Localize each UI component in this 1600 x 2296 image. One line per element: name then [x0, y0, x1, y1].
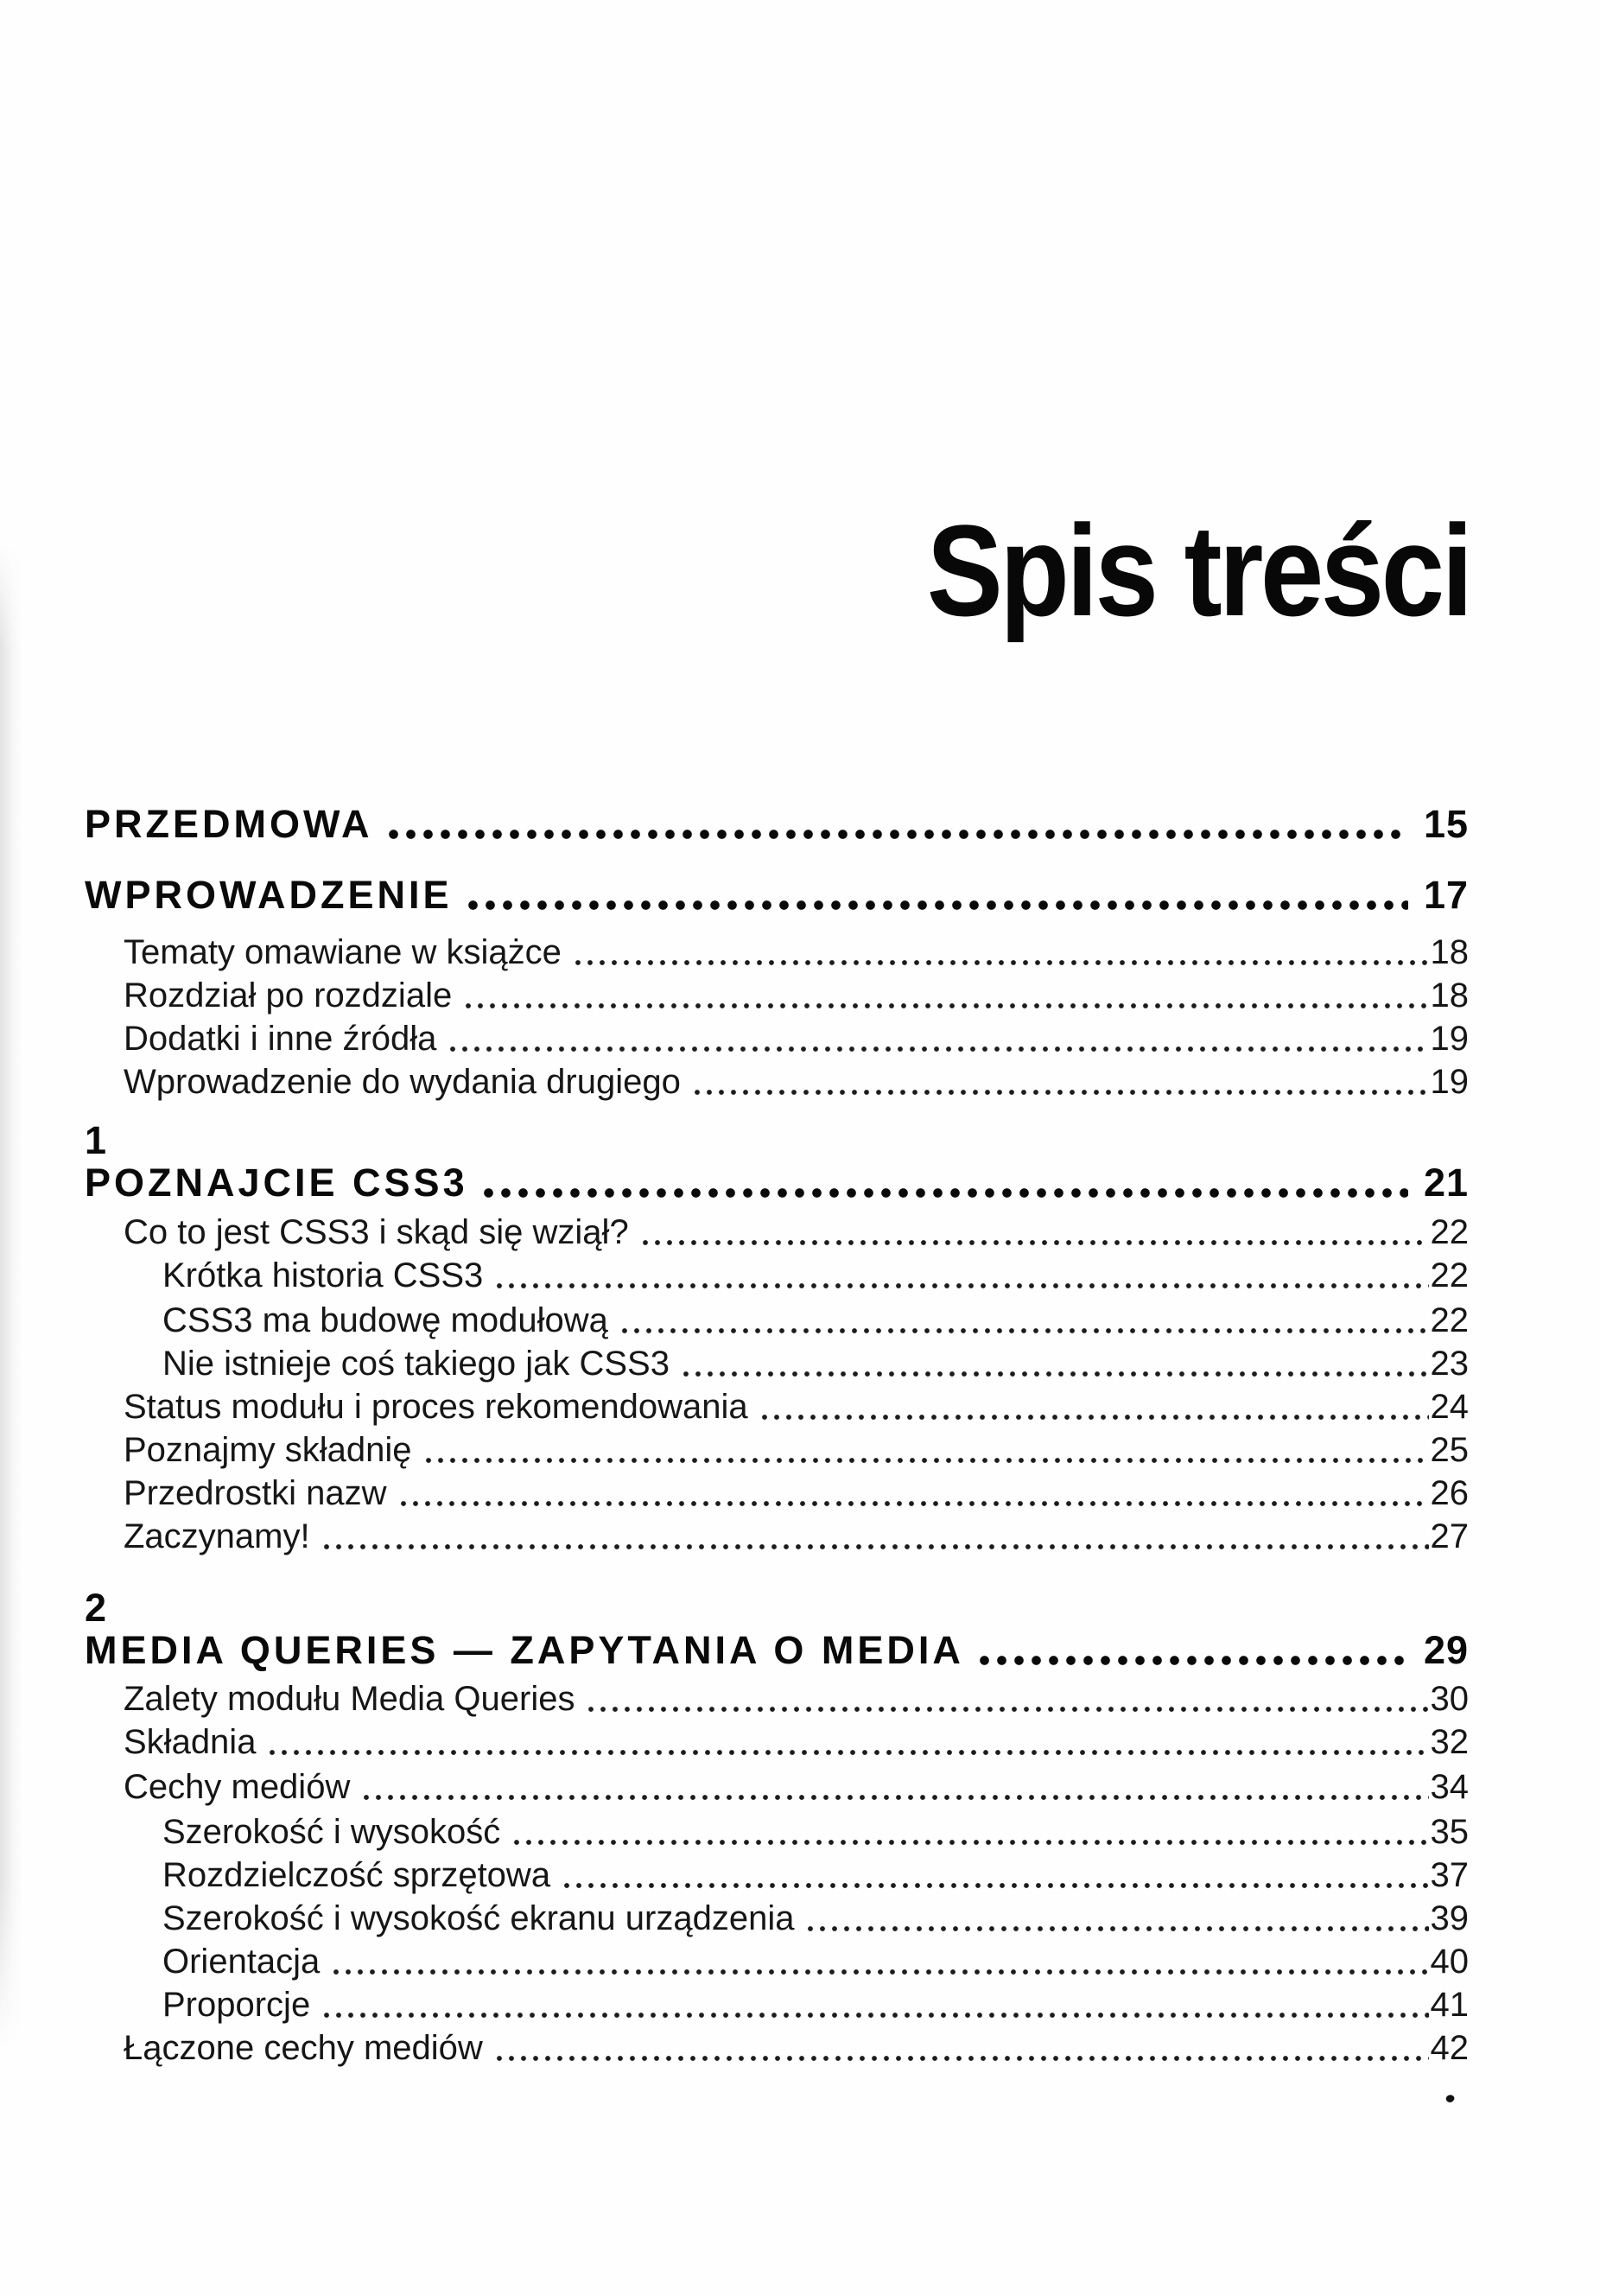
toc-entry-page: 22 — [1430, 1301, 1469, 1339]
toc-entry-label: PRZEDMOWA — [85, 802, 373, 846]
toc-entry — [85, 1299, 1469, 1342]
toc-entry — [85, 1428, 1469, 1472]
toc-entry-page: 19 — [1430, 1063, 1469, 1101]
toc-entry-page: 35 — [1430, 1813, 1469, 1851]
toc-entry — [85, 1677, 1469, 1720]
toc-chapter-entry — [85, 1161, 1469, 1205]
toc-entry-page: 21 — [1423, 1161, 1469, 1205]
toc-entry-label: Nie istnieje coś takiego jak CSS3 — [162, 1345, 670, 1383]
scan-speck — [1444, 2093, 1456, 2104]
toc-entry-page: 18 — [1430, 933, 1469, 971]
toc-entry — [85, 1060, 1469, 1103]
toc-entry-page: 17 — [1423, 873, 1469, 917]
toc-entry — [85, 2026, 1469, 2070]
toc-entry — [85, 1720, 1469, 1764]
toc-entry — [85, 1254, 1469, 1297]
toc-entry-page: 23 — [1430, 1345, 1469, 1383]
chapter-number — [85, 1588, 1469, 1628]
toc-entry — [85, 1515, 1469, 1558]
toc-entry-label: Status modułu i proces rekomendowania — [124, 1388, 748, 1426]
toc-entry-label: Składnia — [124, 1723, 257, 1761]
page-title: Spis treści — [927, 497, 1470, 643]
toc-entry-page: 19 — [1430, 1020, 1469, 1058]
toc-entry-label: Krótka historia CSS3 — [162, 1256, 484, 1294]
toc-chapter-entry — [85, 873, 1469, 918]
toc-entry — [85, 931, 1469, 974]
toc-entry-label: Poznajmy składnię — [124, 1431, 412, 1469]
toc-entry — [85, 1765, 1469, 1809]
toc-entry-page: 25 — [1430, 1431, 1469, 1469]
toc-entry-label: Przedrostki nazw — [124, 1474, 387, 1512]
toc-chapter-entry — [85, 802, 1469, 847]
toc-entry-page: 18 — [1430, 976, 1469, 1014]
toc-entry-label: Rozdzielczość sprzętowa — [162, 1856, 551, 1894]
toc-entry-page: 34 — [1430, 1768, 1469, 1806]
toc-entry-label: Szerokość i wysokość ekranu urządzenia — [162, 1899, 795, 1937]
toc-entry-label: Szerokość i wysokość — [162, 1813, 501, 1851]
toc-entry-label: Tematy omawiane w książce — [124, 933, 562, 971]
toc-entry-page: 30 — [1430, 1680, 1469, 1718]
toc-entry — [85, 1385, 1469, 1428]
toc-entry-page: 40 — [1430, 1943, 1469, 1981]
toc-entry — [85, 1017, 1469, 1060]
toc-entry — [85, 1810, 1469, 1854]
chapter-number-label: 2 — [85, 1586, 107, 1630]
toc-entry-page: 42 — [1430, 2029, 1469, 2067]
toc-entry-page: 29 — [1423, 1628, 1469, 1672]
chapter-number-label: 1 — [85, 1118, 107, 1162]
toc-entry-label: Proporcje — [162, 1986, 311, 2024]
toc-entry-label: POZNAJCIE CSS3 — [85, 1161, 468, 1205]
toc-entry-page: 24 — [1430, 1388, 1469, 1426]
toc-entry-label: Zalety modułu Media Queries — [124, 1680, 575, 1718]
toc-entry — [85, 1897, 1469, 1940]
toc-entry-page: 32 — [1430, 1723, 1469, 1761]
toc-entry-label: Orientacja — [162, 1943, 321, 1981]
toc-entry-page: 15 — [1423, 802, 1469, 846]
toc-entry — [85, 1983, 1469, 2026]
toc-entry-label: WPROWADZENIE — [85, 873, 453, 917]
toc-entry-label: Co to jest CSS3 i skąd się wziął? — [124, 1213, 629, 1251]
table-of-contents — [85, 802, 1469, 2070]
toc-entry — [85, 1940, 1469, 1983]
toc-entry-label: Cechy mediów — [124, 1768, 351, 1806]
toc-entry-page: 27 — [1430, 1517, 1469, 1555]
chapter-number — [85, 1118, 1469, 1162]
toc-entry-label: Łączone cechy mediów — [124, 2029, 483, 2067]
toc-entry — [85, 1472, 1469, 1515]
toc-entry — [85, 1211, 1469, 1254]
toc-entry-page: 22 — [1430, 1213, 1469, 1251]
toc-entry-page: 41 — [1430, 1986, 1469, 2024]
toc-entry — [85, 974, 1469, 1017]
toc-entry-page: 26 — [1430, 1474, 1469, 1512]
toc-entry — [85, 1342, 1469, 1385]
toc-entry — [85, 1854, 1469, 1897]
toc-chapter-entry — [85, 1628, 1469, 1673]
toc-entry-page: 22 — [1430, 1256, 1469, 1294]
toc-entry-label: Dodatki i inne źródła — [124, 1020, 437, 1058]
toc-entry-page: 37 — [1430, 1856, 1469, 1894]
toc-entry-label: MEDIA QUERIES — ZAPYTANIA O MEDIA — [85, 1628, 964, 1672]
toc-entry-label: Zaczynamy! — [124, 1517, 310, 1555]
toc-entry-label: Wprowadzenie do wydania drugiego — [124, 1063, 681, 1101]
toc-entry-page: 39 — [1430, 1899, 1469, 1937]
scan-edge-shadow — [0, 544, 22, 2048]
toc-entry-label: Rozdział po rozdziale — [124, 976, 453, 1014]
toc-entry-label: CSS3 ma budowę modułową — [162, 1301, 608, 1339]
